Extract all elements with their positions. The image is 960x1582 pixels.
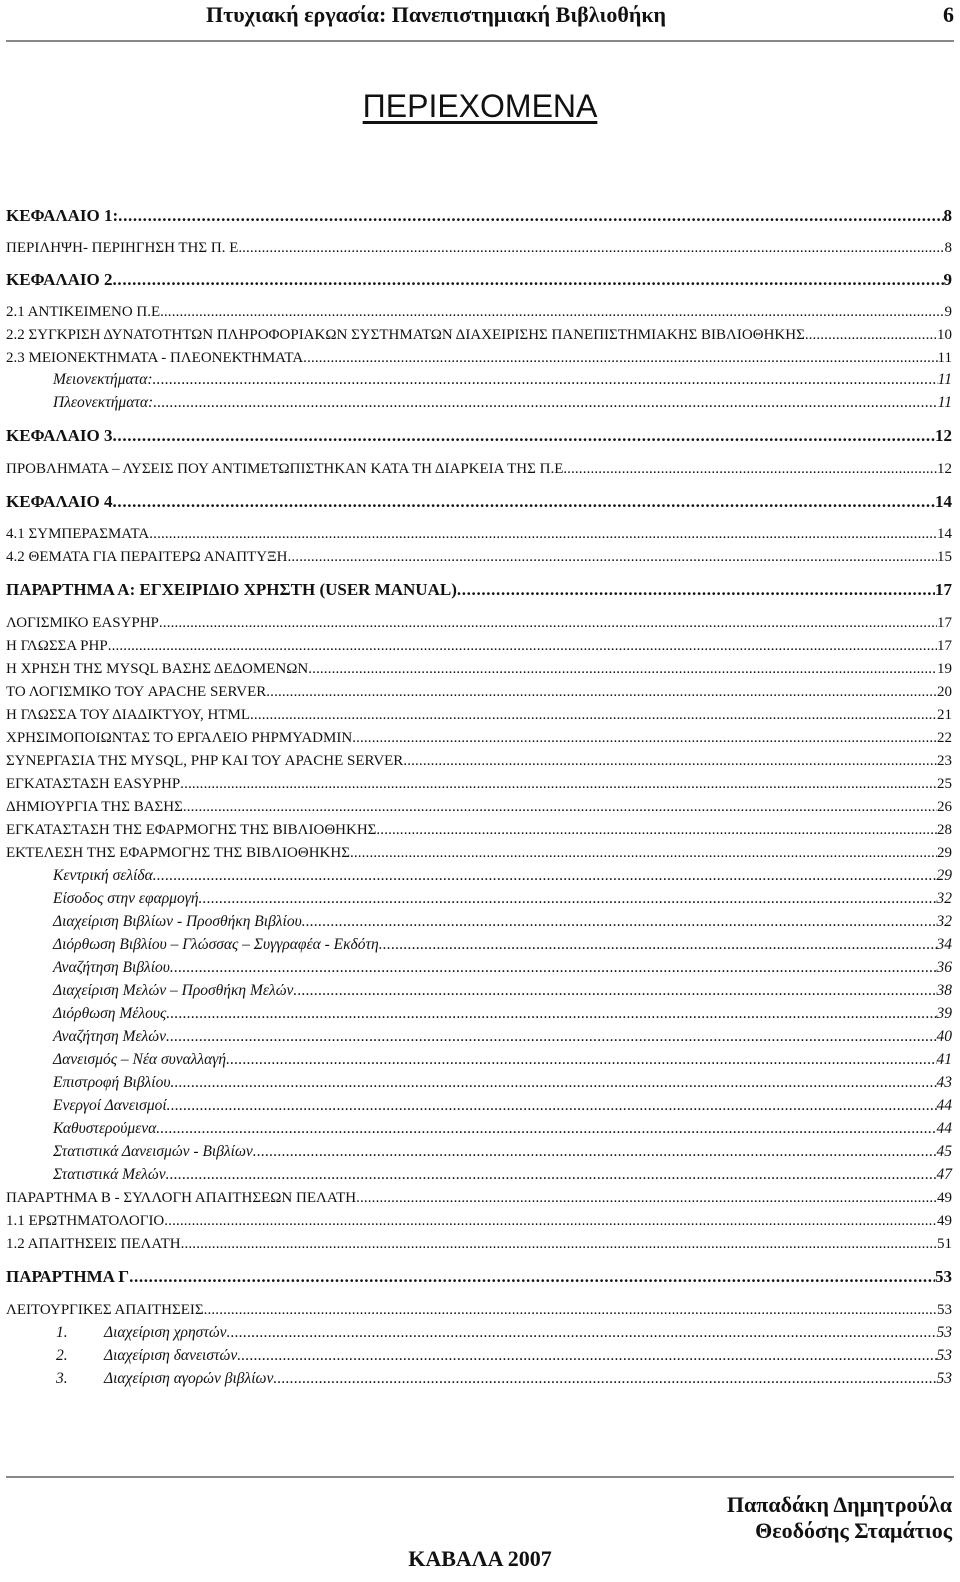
toc-dot-leader — [403, 751, 937, 771]
toc-entry-title: Κεντρική σελίδα — [53, 867, 153, 884]
toc-entry — [6, 1188, 952, 1208]
toc-page-number: 10 — [937, 327, 952, 343]
toc-entry — [6, 1027, 952, 1047]
toc-dot-leader — [170, 1073, 936, 1093]
toc-entry-label: Διαχείριση αγορών βιβλίων — [104, 1370, 274, 1387]
toc-entry-title: ΠΑΡΑΡΤΗΜΑ Β - ΣΥΛΛΟΓΗ ΑΠΑΙΤΗΣΕΩΝ ΠΕΛΑΤΗ — [6, 1190, 357, 1206]
toc-dot-leader — [352, 728, 937, 748]
toc-entry — [6, 426, 952, 446]
toc-dot-leader — [266, 682, 937, 702]
toc-entry — [6, 682, 952, 702]
toc-page-number: 17 — [937, 615, 952, 631]
toc-entry-title: Αναζήτηση Μελών — [53, 1028, 166, 1045]
toc-page-number: 17 — [937, 638, 952, 654]
toc-dot-leader — [288, 547, 938, 567]
toc-entry-title: Πλεονεκτήματα: — [53, 394, 154, 411]
toc-entry — [6, 659, 952, 679]
toc-dot-leader — [159, 613, 937, 633]
toc-dot-leader — [199, 889, 937, 909]
toc-entry-title — [56, 1323, 227, 1343]
toc-dot-leader — [129, 1267, 935, 1287]
page-number: 6 — [943, 2, 954, 27]
toc-dot-leader — [226, 1050, 936, 1070]
toc-entry — [6, 1211, 952, 1231]
toc-entry-title: Η ΧΡΗΣΗ ΤΗΣ MYSQL ΒΑΣΗΣ ΔΕΔΟΜΕΝΩΝ — [6, 661, 309, 677]
toc-entry — [6, 1300, 952, 1320]
toc-entry — [6, 206, 952, 226]
toc-entry — [6, 1234, 952, 1254]
city-year: ΚΑΒΑΛΑ 2007 — [408, 1546, 552, 1571]
toc-page-number: 43 — [936, 1074, 952, 1091]
toc-dot-leader — [113, 426, 935, 446]
toc-dot-leader — [379, 935, 937, 955]
toc-page-number: 9 — [943, 270, 952, 289]
toc-entry-title: 2.2 ΣΥΓΚΡΙΣΗ ΔΥΝΑΤΟΤΗΤΩΝ ΠΛΗΡΟΦΟΡΙΑΚΩΝ ΣΥΣΤΗΜΑΤΩΝ ΔΙΑΧΕΙΡΙΣΗΣ ΠΑΝΕΠΙΣΤΗΜΙΑΚΗΣ ΒΙΒΛΙΟΘΗΚΗΣ. — [6, 327, 809, 343]
toc-entry-title: ΠΡΟΒΛΗΜΑΤΑ – ΛΥΣΕΙΣ ΠΟΥ ΑΝΤΙΜΕΤΩΠΙΣΤΗΚΑΝ ΚΑΤΑ ΤΗ ΔΙΑΡΚΕΙΑ ΤΗΣ Π.Ε. — [6, 461, 568, 477]
toc-dot-leader — [153, 393, 937, 413]
toc-dot-leader — [164, 1211, 937, 1231]
toc-page-number: 53 — [936, 1370, 952, 1387]
toc-entry-title: ΕΓΚΑΤΑΣΤΑΣΗ ΤΗΣ ΕΦΑΡΜΟΓΗΣ ΤΗΣ ΒΙΒΛΙΟΘΗΚΗΣ — [6, 822, 377, 838]
toc-dot-leader — [180, 774, 937, 794]
toc-entry — [6, 797, 952, 817]
toc-page-number: 22 — [937, 730, 952, 746]
toc-entry-title — [56, 1369, 273, 1389]
toc-dot-leader — [303, 348, 937, 368]
toc-entry — [6, 843, 952, 863]
toc-entry-title: Μειονεκτήματα: — [53, 371, 153, 388]
toc-entry-title: ΧΡΗΣΙΜΟΠΟΙΩΝΤΑΣ ΤΟ ΕΡΓΑΛΕΙΟ PHPMYADMIN — [6, 730, 353, 746]
toc-page-number: 12 — [937, 461, 952, 477]
toc-entry — [6, 492, 952, 512]
toc-page-number: 25 — [937, 776, 952, 792]
toc-page-number: 12 — [935, 426, 952, 445]
toc-entry — [6, 459, 952, 479]
toc-page-number: 17 — [935, 580, 952, 599]
toc-page-number: 11 — [937, 350, 952, 366]
toc-entry — [6, 1142, 952, 1162]
toc-page-number: 36 — [936, 959, 952, 976]
toc-page-number: 29 — [937, 845, 952, 861]
toc-entry — [6, 370, 952, 390]
toc-entry-label: Διαχείριση χρηστών — [104, 1324, 227, 1341]
toc-page-number: 40 — [936, 1028, 952, 1045]
toc-entry-title: ΤΟ ΛΟΓΙΣΜΙΚΟ ΤΟΥ APACHE SERVER — [6, 684, 267, 700]
toc-page-number: 32 — [936, 890, 952, 907]
toc-entry-label: Διαχείριση δανειστών — [104, 1347, 238, 1364]
toc-dot-leader — [181, 1234, 937, 1254]
toc-entry — [6, 238, 952, 258]
toc-entry — [6, 981, 952, 1001]
toc-entry — [6, 1004, 952, 1024]
toc-entry-title: Στατιστικά Μελών — [53, 1166, 166, 1183]
toc-dot-leader — [149, 524, 937, 544]
toc-page-number: 14 — [935, 492, 952, 511]
toc-page-number: 49 — [937, 1213, 952, 1229]
toc-entry — [6, 547, 952, 567]
toc-entry — [6, 705, 952, 725]
toc-entry — [6, 1323, 952, 1343]
toc-entry-title: Δανεισμός – Νέα συναλλαγή — [53, 1051, 227, 1068]
toc-page-number: 32 — [936, 913, 952, 930]
toc-page-number: 28 — [937, 822, 952, 838]
toc-entry-title: ΠΑΡΑΡΤΗΜΑ Α: ΕΓΧΕΙΡΙΔΙΟ ΧΡΗΣΤΗ (USER MANUAL) — [6, 580, 457, 599]
toc-entry — [6, 935, 952, 955]
toc-entry — [6, 1346, 952, 1366]
toc-entry-title: ΛΕΙΤΟΥΡΓΙΚΕΣ ΑΠΑΙΤΗΣΕΙΣ — [6, 1302, 204, 1318]
toc-entry-title: 1.1 ΕΡΩΤΗΜΑΤΟΛΟΓΙΟ — [6, 1213, 165, 1229]
toc-page-number: 41 — [936, 1051, 952, 1068]
toc-entry — [6, 1073, 952, 1093]
toc-dot-leader — [166, 1004, 936, 1024]
toc-entry-number: 2. — [56, 1347, 68, 1364]
toc-dot-leader — [167, 1096, 937, 1116]
toc-entry-title: Η ΓΛΩΣΣΑ ΤΟΥ ΔΙΑΔΙΚΤΥΟΥ, HTML — [6, 707, 251, 723]
toc-entry-title: Αναζήτηση Βιβλίου — [53, 959, 170, 976]
toc-page-number: 21 — [937, 707, 952, 723]
toc-entry-title: Η ΓΛΩΣΣΑ PHP — [6, 638, 108, 654]
toc-entry — [6, 958, 952, 978]
toc-page-number: 53 — [935, 1267, 952, 1286]
toc-page-number: 34 — [936, 936, 952, 953]
toc-entry — [6, 1369, 952, 1389]
toc-page-number: 11 — [937, 394, 952, 411]
toc-entry-title: 2.1 ΑΝΤΙΚΕΙΜΕΝΟ Π.Ε. — [6, 304, 164, 320]
toc-entry-title — [56, 1346, 237, 1366]
toc-dot-leader — [237, 1346, 936, 1366]
toc-entry-number: 3. — [56, 1370, 68, 1387]
toc-entry-title: Διαχείριση Βιβλίων - Προσθήκη Βιβλίου — [53, 913, 302, 930]
toc-page-number: 38 — [936, 982, 952, 999]
toc-entry — [6, 1267, 952, 1287]
toc-dot-leader — [376, 820, 937, 840]
toc-entry — [6, 636, 952, 656]
toc-entry — [6, 1050, 952, 1070]
toc-page-number: 51 — [937, 1236, 952, 1252]
toc-entry-title: Διαχείριση Μελών – Προσθήκη Μελών — [53, 982, 294, 999]
toc-dot-leader — [166, 1027, 937, 1047]
toc-page-number: 11 — [937, 371, 952, 388]
toc-entry-title: Διόρθωση Βιβλίου – Γλώσσας – Συγγραφέα - Εκδότη — [53, 936, 379, 953]
toc-page-number: 15 — [937, 549, 952, 565]
toc-page-number: 29 — [936, 867, 952, 884]
toc-entry — [6, 866, 952, 886]
toc-dot-leader — [242, 238, 944, 258]
toc-entry-title: Ενεργοί Δανεισμοί — [53, 1097, 167, 1114]
toc-dot-leader — [156, 1119, 936, 1139]
toc-entry-title: Είσοδος στην εφαρμογή — [53, 890, 199, 907]
toc-page-number: 26 — [937, 799, 952, 815]
toc-dot-leader — [567, 459, 937, 479]
toc-entry-title: ΚΕΦΑΛΑΙΟ 4 — [6, 492, 113, 511]
toc-entry — [6, 393, 952, 413]
toc-dot-leader — [108, 636, 937, 656]
toc-entry — [6, 524, 952, 544]
toc-page-number: 49 — [937, 1190, 952, 1206]
toc-entry-title: ΠΑΡΑΡΤΗΜΑ Γ — [6, 1267, 130, 1286]
toc-entry — [6, 751, 952, 771]
toc-entry-title: Στατιστικά Δανεισμών - Βιβλίων — [53, 1143, 253, 1160]
toc-entry — [6, 820, 952, 840]
toc-dot-leader — [253, 1142, 937, 1162]
toc-entry — [6, 912, 952, 932]
document-title: ΠΕΡΙΕΧΟΜΕΝΑ — [362, 88, 598, 124]
toc-page-number: 47 — [936, 1166, 952, 1183]
page-header — [6, 0, 954, 42]
toc-page-number: 53 — [936, 1324, 952, 1341]
toc-dot-leader — [153, 866, 937, 886]
toc-dot-leader — [183, 797, 937, 817]
toc-page-number: 8 — [943, 206, 952, 225]
toc-entry — [6, 1165, 952, 1185]
author-name-2: Θεοδόσης Σταμάτιος — [755, 1518, 952, 1543]
toc-entry-title: ΔΗΜΙΟΥΡΓΙΑ ΤΗΣ ΒΑΣΗΣ — [6, 799, 183, 815]
toc-dot-leader — [293, 981, 936, 1001]
toc-dot-leader — [273, 1369, 936, 1389]
toc-dot-leader — [250, 705, 937, 725]
toc-entry-title: ΛΟΓΙΣΜΙΚΟ EASYPHP — [6, 615, 159, 631]
toc-entry — [6, 325, 952, 345]
toc-entry-title: 4.2 ΘΕΜΑΤΑ ΓΙΑ ΠΕΡΑΙΤΕΡΩ ΑΝΑΠΤΥΞΗ — [6, 549, 288, 565]
header-rule — [6, 40, 954, 42]
toc-entry-title: ΣΥΝΕΡΓΑΣΙΑ ΤΗΣ MYSQL, PHP ΚΑΙ ΤΟΥ APACHE SERVER — [6, 753, 404, 769]
toc-entry — [6, 270, 952, 290]
toc-entry-title: 1.2 ΑΠΑΙΤΗΣΕΙΣ ΠΕΛΑΤΗ — [6, 1236, 181, 1252]
toc-page-number: 9 — [944, 304, 952, 320]
toc-entry-title: Διόρθωση Μέλους — [53, 1005, 167, 1022]
toc-dot-leader — [113, 270, 944, 290]
toc-entry — [6, 302, 952, 322]
footer-rule — [6, 1476, 954, 1478]
toc-page-number: 44 — [936, 1097, 952, 1114]
toc-entry-title: 4.1 ΣΥΜΠΕΡΑΣΜΑΤΑ — [6, 526, 150, 542]
toc-page-number: 53 — [937, 1302, 952, 1318]
toc-entry-title: ΕΚΤΕΛΕΣΗ ΤΗΣ ΕΦΑΡΜΟΓΗΣ ΤΗΣ ΒΙΒΛΙΟΘΗΚΗΣ — [6, 845, 350, 861]
toc-page-number: 19 — [937, 661, 952, 677]
toc-entry-title: Καθυστερούμενα — [53, 1120, 157, 1137]
toc-entry — [6, 348, 952, 368]
author-name-1: Παπαδάκη Δημητρούλα — [726, 1492, 952, 1517]
toc-page-number: 53 — [936, 1347, 952, 1364]
toc-entry — [6, 728, 952, 748]
toc-dot-leader — [113, 492, 935, 512]
toc-page-number: 44 — [936, 1120, 952, 1137]
toc-entry-number: 1. — [56, 1324, 68, 1341]
toc-dot-leader — [356, 1188, 937, 1208]
toc-entry — [6, 1119, 952, 1139]
toc-dot-leader — [153, 370, 938, 390]
header-title: Πτυχιακή εργασία: Πανεπιστημιακή Βιβλιοθήκη — [206, 2, 667, 27]
toc-dot-leader — [457, 580, 935, 600]
toc-entry — [6, 889, 952, 909]
toc-dot-leader — [204, 1300, 937, 1320]
toc-dot-leader — [308, 659, 937, 679]
toc-entry-title: ΠΕΡΙΛΗΨΗ- ΠΕΡΙΗΓΗΣΗ ΤΗΣ Π. Ε. — [6, 240, 243, 256]
toc-entry-title: ΚΕΦΑΛΑΙΟ 1: — [6, 206, 119, 225]
toc-entry-title: ΚΕΦΑΛΑΙΟ 2 — [6, 270, 113, 289]
toc-page-number: 8 — [944, 240, 952, 256]
toc-dot-leader — [809, 325, 937, 345]
toc-dot-leader — [227, 1323, 937, 1343]
toc-entry-title: ΚΕΦΑΛΑΙΟ 3 — [6, 426, 113, 445]
toc-entry — [6, 1096, 952, 1116]
toc-page-number: 14 — [937, 526, 952, 542]
toc-page-number: 39 — [936, 1005, 952, 1022]
toc-page-number: 20 — [937, 684, 952, 700]
toc-dot-leader — [170, 958, 937, 978]
toc-entry-title: ΕΓΚΑΤΑΣΤΑΣΗ EASYPHP — [6, 776, 181, 792]
toc-entry — [6, 580, 952, 600]
toc-dot-leader — [350, 843, 937, 863]
toc-entry-title: Επιστροφή Βιβλίου — [53, 1074, 171, 1091]
toc-dot-leader — [118, 206, 943, 226]
toc-dot-leader — [302, 912, 937, 932]
toc-entry — [6, 774, 952, 794]
toc-dot-leader — [166, 1165, 937, 1185]
toc-dot-leader — [164, 302, 945, 322]
toc-entry — [6, 613, 952, 633]
toc-entry-title: 2.3 ΜΕΙΟΝΕΚΤΗΜΑΤΑ - ΠΛΕΟΝΕΚΤΗΜΑΤΑ — [6, 350, 304, 366]
toc-page-number: 23 — [937, 753, 952, 769]
toc-page-number: 45 — [936, 1143, 952, 1160]
